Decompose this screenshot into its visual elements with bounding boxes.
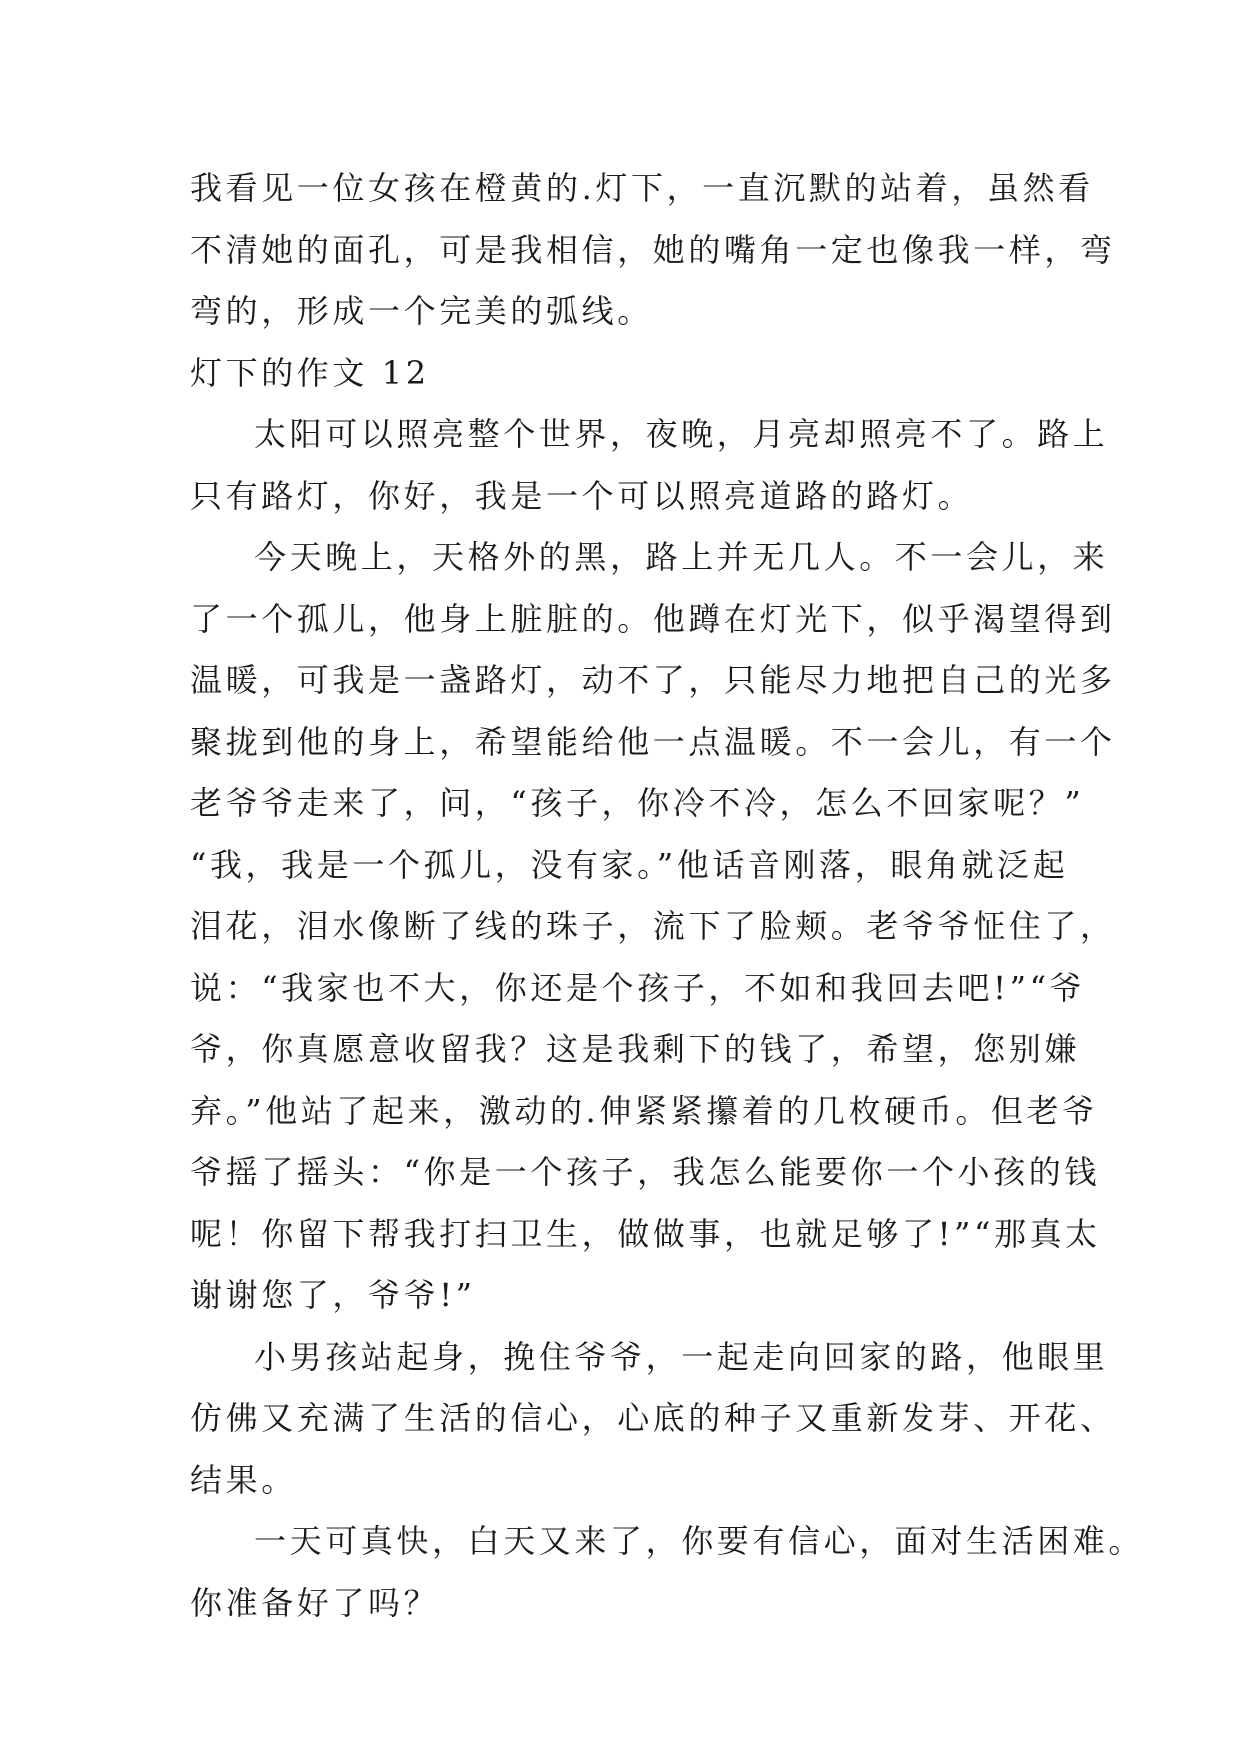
text-line: 不清她的面孔，可是我相信，她的嘴角一定也像我一样，弯 (190, 230, 1116, 269)
text-line: 今天晚上，天格外的黑，路上并无几人。不一会儿，来 (254, 538, 1109, 576)
text-line: 爷摇了摇头：“你是一个孩子，我怎么能要你一个小孩的钱 (190, 1153, 1100, 1191)
text-line: 说：“我家也不大，你还是个孩子，不如和我回去吧!”“爷 (190, 968, 1086, 1007)
text-line: 太阳可以照亮整个世界，夜晚，月亮却照亮不了。路上 (254, 415, 1109, 453)
text-line: 老爷爷走来了，问，“孩子，你冷不冷，怎么不回家呢？” (190, 784, 1085, 822)
text-line: 小男孩站起身，挽住爷爷，一起走向回家的路，他眼里 (254, 1337, 1109, 1376)
text-line: 我看见一位女孩在橙黄的.灯下，一直沉默的站着，虽然看 (190, 169, 1094, 207)
text-line: 只有路灯，你好，我是一个可以照亮道路的路灯。 (190, 476, 974, 515)
text-line: 你准备好了吗？ (190, 1583, 440, 1622)
text-line: 一天可真快，白天又来了，你要有信心，面对生活困难。 (254, 1522, 1145, 1560)
document-body (190, 158, 1145, 1634)
text-line: 结果。 (190, 1460, 297, 1499)
text-line: 呢！你留下帮我打扫卫生，做做事，也就足够了!”“那真太 (190, 1214, 1101, 1253)
text-line: 爷，你真愿意收留我？这是我剩下的钱了，希望，您别嫌 (190, 1030, 1081, 1068)
text-line: 了一个孤儿，他身上脏脏的。他蹲在灯光下，似乎渴望得到 (190, 599, 1116, 638)
text-line: “我，我是一个孤儿，没有家。”他话音刚落，眼角就泛起 (190, 845, 1069, 884)
text-line: 仿佛又充满了生活的信心，心底的种子又重新发芽、开花、 (190, 1399, 1116, 1437)
section-title: 灯下的作文 12 (190, 353, 430, 392)
text-line: 聚拢到他的身上，希望能给他一点温暖。不一会儿，有一个 (190, 722, 1116, 761)
text-line: 弃。”他站了起来，激动的.伸紧紧攥着的几枚硬币。但老爷 (190, 1091, 1098, 1130)
text-line: 泪花，泪水像断了线的珠子，流下了脸颊。老爷爷怔住了， (190, 907, 1116, 945)
text-line: 温暖，可我是一盏路灯，动不了，只能尽力地把自己的光多 (190, 661, 1116, 699)
text-line: 弯的，形成一个完美的弧线。 (190, 292, 653, 330)
text-line: 谢谢您了，爷爷!” (190, 1276, 476, 1314)
